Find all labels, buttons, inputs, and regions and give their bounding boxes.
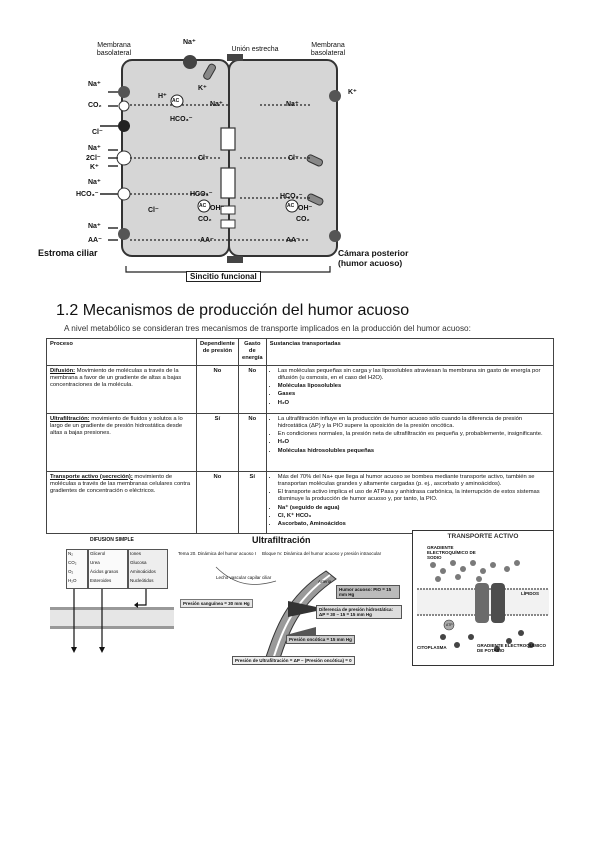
ultra-humor: Humor acuoso: PIO = 15 mm Hg <box>336 585 400 599</box>
ion-cell-cl: Cl⁻ <box>198 155 209 162</box>
ultra-p-sanguinea: Presión sanguínea = 30 mm Hg <box>180 599 253 608</box>
nkcc-cotransporter <box>117 151 131 165</box>
difusion-col1-box <box>66 549 88 589</box>
substance-item: • Gases <box>278 391 550 398</box>
ion-cell-ac1: AC <box>172 98 180 104</box>
label-membrana-basolateral-left: Membrana basolateral <box>96 42 132 57</box>
table-row <box>47 413 554 471</box>
substances-cell <box>266 413 553 471</box>
difusion-col3-box <box>128 549 168 589</box>
table-header-row <box>47 339 554 366</box>
col2-item: Esteroides <box>90 578 112 583</box>
top-na-ion: Na⁺ <box>183 39 196 46</box>
substance-item: • Moléculas liposolubles <box>278 383 550 390</box>
difusion-arrow-3 <box>138 589 146 605</box>
pressure-cell: No <box>197 365 239 413</box>
mechanisms-table <box>46 338 554 534</box>
right-na-k-pump <box>329 90 341 102</box>
col3-item: Glucosa <box>130 560 147 565</box>
col1-item: H₂O <box>68 578 77 583</box>
difusion-col2-box <box>88 549 128 589</box>
gap-junction-top <box>221 128 235 150</box>
substance-item: • En condiciones normales, la presión neta de ultrafiltración es pequeña y, probablemente, insignificante. <box>278 431 550 438</box>
ultra-oncotica: Presión oncótica = 15 mm Hg <box>286 635 355 644</box>
ion-left-5: 2Cl⁻ <box>86 155 101 162</box>
top-na-pump <box>183 55 197 69</box>
substance-item: • Más del 70% del Na+ que llega al humor acuoso se bombea mediante transporte activo, también se transportan moléculas grandes y altamente cargadas (p. ej., ascorbato y aminoácidos). <box>278 474 550 488</box>
substances-cell <box>266 471 553 533</box>
energy-cell: No <box>238 413 266 471</box>
substance-item: • Cl, K⁺ HCO₃ <box>278 513 550 520</box>
substance-item: • Ascorbato, Aminoácidos <box>278 521 550 528</box>
ion-cell-oh: OH⁻ <box>210 205 225 212</box>
ultrafiltracion-figure <box>176 535 404 665</box>
table-row <box>47 471 554 533</box>
ion-left-10: AA⁻ <box>88 237 102 244</box>
transporte-grad-na: GRADIENTE ELECTROQUÍMICO DE SODIO <box>427 545 476 560</box>
co2-channel <box>119 101 129 111</box>
label-sincitio-funcional: Sincitio funcional <box>186 271 261 282</box>
ultra-bloque: Bloque IV. Dinámica del humor acuoso y presión intraocular <box>262 551 382 556</box>
label-camara-posterior: Cámara posterior (humor acuoso) <box>338 248 409 268</box>
ion-cell-co2: CO₂ <box>198 216 212 223</box>
proceso-cell <box>47 413 197 471</box>
transporte-atp: ATP <box>446 623 453 627</box>
col1-item: N₂ <box>68 551 73 556</box>
header-gasto: Gasto de energía <box>238 339 266 366</box>
substance-item: • H₂O <box>278 439 550 446</box>
cl-channel <box>118 120 130 132</box>
transporte-lipidos: LÍPIDOS <box>521 591 540 596</box>
header-proceso: Proceso <box>47 339 197 366</box>
difusion-title: DIFUSION SIMPLE <box>90 537 134 543</box>
substance-item: • H₂O <box>278 400 550 407</box>
header-dependiente: Dependiente de presión <box>197 339 239 366</box>
substance-item: • Na⁺ (seguido de agua) <box>278 505 550 512</box>
ion-cell-hco3-1: HCO₃⁻ <box>170 116 193 123</box>
na-k-pump-1 <box>118 86 130 98</box>
proceso-desc: Movimiento de moléculas a través de la membrana a favor de un gradiente de altas a bajas concentraciones de la molécula. <box>50 367 182 389</box>
ion-left-3: Cl⁻ <box>92 129 103 136</box>
proceso-desc: movimiento de fluidos y solutos a lo largo de un gradiente de presión hidrostática desde altas a bajas presiones. <box>50 415 183 437</box>
ultra-tema: Tema 20. Dinámica del humor acuoso I <box>178 551 257 556</box>
membrane-phospholipids <box>50 607 174 629</box>
difusion-arrowhead-2 <box>99 647 105 653</box>
top-k-ion: K⁺ <box>198 85 207 92</box>
ion-left-9: Na⁺ <box>88 223 101 230</box>
energy-cell: No <box>238 365 266 413</box>
substances-cell <box>266 365 553 413</box>
header-sustancias: Sustancias transportadas <box>266 339 553 366</box>
section-title: 1.2 Mecanismos de producción del humor acuoso <box>56 302 410 319</box>
substance-item: • Moléculas hidrosolubles pequeñas <box>278 448 550 455</box>
ultra-equation: Presión de Ultrafiltración = ΔP – (Presión oncótica) = 0 <box>232 656 355 665</box>
col2-item: Ácidos grasos <box>90 569 119 574</box>
ultra-arteria: Arteria <box>318 579 332 584</box>
ion-left-4: Na⁺ <box>88 145 101 152</box>
ultra-lecho: Lecho vascular capilar ciliar <box>216 575 272 580</box>
ion-cell-ac2: AC <box>199 203 207 209</box>
gap-junction-low2 <box>221 220 235 228</box>
label-estroma-ciliar: Estroma ciliar <box>38 248 98 258</box>
col2-item: Urea <box>90 560 100 565</box>
hco3-exchanger <box>118 188 130 200</box>
transporte-activo-figure <box>412 530 554 666</box>
difusion-membrane-svg <box>50 587 174 659</box>
left-arrows <box>100 92 118 240</box>
ion-right-k: K⁺ <box>348 89 357 96</box>
sodium-ions-top <box>430 560 520 582</box>
na-aa-transporter <box>118 228 130 240</box>
col3-item: Nucleótidos <box>130 578 154 583</box>
table-row <box>47 365 554 413</box>
ion-left-1: Na⁺ <box>88 81 101 88</box>
label-membrana-basolateral-right: Membrana basolateral <box>310 42 346 57</box>
right-aa-pump <box>329 230 341 242</box>
ion-cell-cl2: Cl⁻ <box>148 207 159 214</box>
ion-left-6: K⁺ <box>90 164 99 171</box>
transporte-citoplasma: CITOPLASMA <box>417 645 447 650</box>
ultra-diferencia: Diferencia de presión hidrostática: ΔP = 30 – 15 = 15 mm Hg <box>316 605 402 619</box>
col2-item: Glicerol <box>90 551 106 556</box>
ciliary-epithelium-diagram <box>30 0 430 285</box>
tight-junction-bottom <box>227 256 243 263</box>
proceso-cell <box>47 365 197 413</box>
pressure-cell: No <box>197 471 239 533</box>
pressure-cell: Sí <box>197 413 239 471</box>
proceso-desc: movimiento de moléculas a través de las membranas celulares contra gradientes de concentración o eléctricos. <box>50 473 191 495</box>
proceso-name: Difusión: <box>50 367 76 374</box>
ion-left-2: CO₂ <box>88 102 102 109</box>
ion-right-hco3: HCO₃⁻ <box>280 193 303 200</box>
gap-junction-mid <box>221 168 235 198</box>
energy-cell: Sí <box>238 471 266 533</box>
transporte-title: TRANSPORTE ACTIVO <box>447 533 519 540</box>
proceso-name: Transporte activo (secreción): <box>50 473 133 480</box>
ion-right-aa: AA⁻ <box>286 237 300 244</box>
ion-cell-aa: AA⁻ <box>200 237 214 244</box>
tight-junction-top <box>227 54 243 61</box>
col3-item: Aminoácidos <box>130 569 156 574</box>
proceso-cell <box>47 471 197 533</box>
transporte-grad-k: GRADIENTE ELECTROQUÍMICO DE POTASIO <box>477 643 547 653</box>
ion-cell-na: Na⁺ <box>210 101 223 108</box>
ion-right-na: Na⁺ <box>286 101 299 108</box>
difusion-arrowhead-1 <box>71 647 77 653</box>
ion-right-oh: OH⁻ <box>298 205 313 212</box>
difusion-simple-figure <box>50 535 174 659</box>
substance-item: • Las moléculas pequeñas sin carga y las liposolubles atraviesan la membrana sin gasto de energía por difusión (u osmosis, en el caso del H2O). <box>278 368 550 382</box>
col3-item: Iones <box>130 551 142 556</box>
substance-item: • El transporte activo implica el uso de ATPasa y anhidrasa carbónica, la interrupción de estos sistemas disminuye la producción de humor acuoso y, por tanto, la PIO. <box>278 489 550 503</box>
ultra-title: Ultrafiltración <box>252 535 311 545</box>
col1-item: O₂ <box>68 569 74 574</box>
section-intro: A nivel metabólico se consideran tres mecanismos de transporte implicados en la producción del humor acuoso: <box>64 324 471 333</box>
proceso-name: Ultrafiltración: <box>50 415 90 422</box>
ion-cell-hco3-2: HCO₃⁻ <box>190 191 213 198</box>
ion-left-7: Na⁺ <box>88 179 101 186</box>
ion-right-co2: CO₂ <box>296 216 310 223</box>
ion-left-8: HCO₃⁻ <box>76 191 99 198</box>
ion-cell-h: H⁺ <box>158 93 167 100</box>
col1-item: CO₂ <box>68 560 77 565</box>
ion-right-ac: AC <box>287 203 295 209</box>
ion-right-cl: Cl⁻ <box>288 155 299 162</box>
label-union-estrecha: Unión estrecha <box>231 46 279 53</box>
substance-item: • La ultrafiltración influye en la producción de humor acuoso sólo cuando la diferencia de presión hidrostática (ΔP) y la PIO supere la oposición de la presión oncótica. <box>278 416 550 430</box>
